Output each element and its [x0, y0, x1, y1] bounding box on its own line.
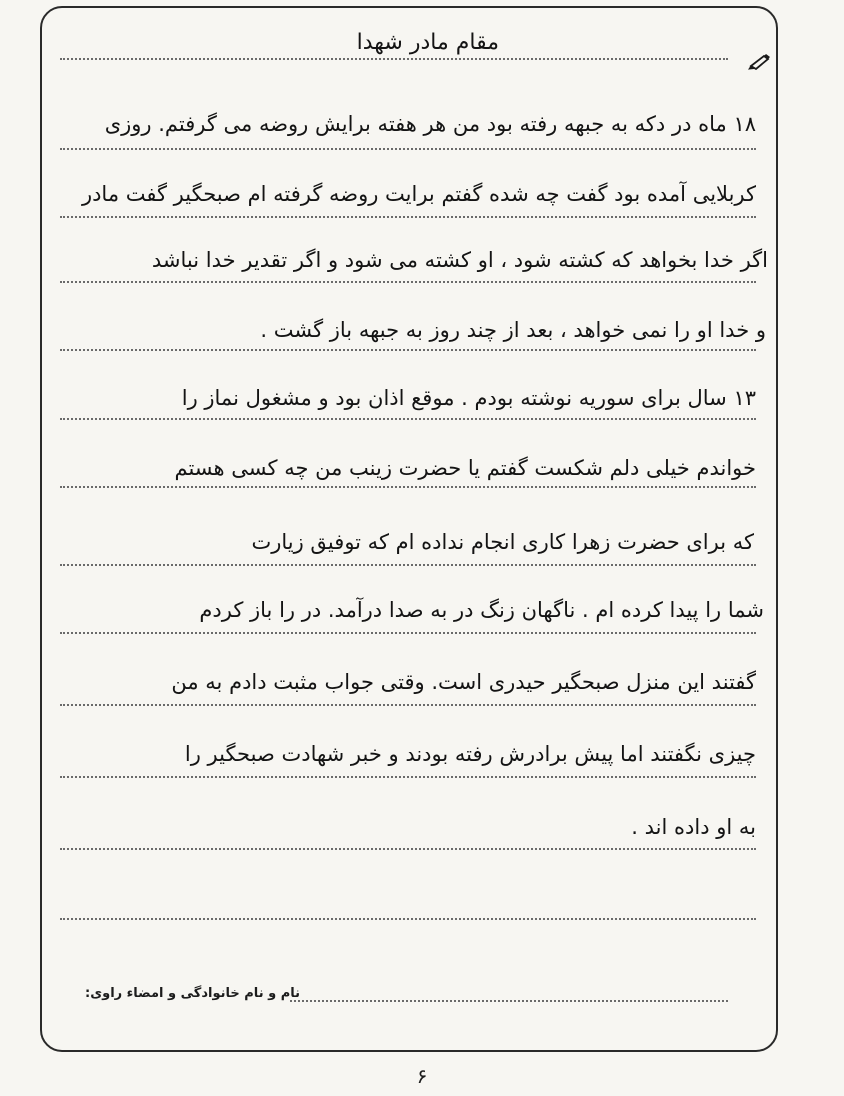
- page-number: ۶: [416, 1064, 428, 1088]
- handwritten-line: شما را پیدا کرده ام . ناگهان زنگ در به صدا درآمد. در را باز کردم: [199, 598, 764, 622]
- ruled-line: [60, 918, 756, 920]
- handwritten-line: و خدا او را نمی خواهد ، بعد از چند روز به جبهه باز گشت .: [260, 318, 766, 342]
- handwritten-line: ۱۳ سال برای سوریه نوشته بودم . موقع اذان بود و مشغول نماز را: [181, 386, 756, 410]
- handwritten-line: اگر خدا بخواهد که کشته شود ، او کشته می شود و اگر تقدیر خدا نباشد: [151, 248, 768, 272]
- signature-rule: [290, 1000, 728, 1002]
- handwritten-line: کربلایی آمده بود گفت چه شده گفتم برایت روضه گرفته ام صبحگیر گفت مادر: [81, 182, 756, 206]
- title-rule: [60, 58, 728, 60]
- ruled-line: [60, 486, 756, 488]
- ruled-line: [60, 704, 756, 706]
- ruled-line: [60, 848, 756, 850]
- page-title: مقام مادر شهدا: [356, 30, 499, 55]
- page-frame: [40, 6, 778, 1052]
- ruled-line: [60, 148, 756, 150]
- handwritten-line: ۱۸ ماه در دکه به جبهه رفته بود من هر هفته برایش روضه می گرفتم. روزی: [104, 112, 756, 136]
- ruled-line: [60, 776, 756, 778]
- ruled-line: [60, 349, 756, 351]
- ruled-line: [60, 216, 756, 218]
- ruled-line: [60, 418, 756, 420]
- handwritten-line: به او داده اند .: [631, 815, 756, 839]
- handwritten-line: چیزی نگفتند اما پیش برادرش رفته بودند و خبر شهادت صبحگیر را: [184, 742, 756, 766]
- narrator-signature-label: نام و نام خانوادگی و امضاء راوی:: [85, 986, 300, 1001]
- handwritten-line: که برای حضرت زهرا کاری انجام نداده ام که توفیق زیارت: [251, 530, 754, 554]
- handwritten-line: خواندم خیلی دلم شکست گفتم یا حضرت زینب من چه کسی هستم: [174, 456, 756, 480]
- ruled-line: [60, 281, 756, 283]
- ruled-line: [60, 564, 756, 566]
- pencil-icon: [748, 52, 774, 70]
- ruled-line: [60, 632, 756, 634]
- handwritten-line: گفتند این منزل صبحگیر حیدری است. وقتی جواب مثبت دادم به من: [171, 670, 756, 694]
